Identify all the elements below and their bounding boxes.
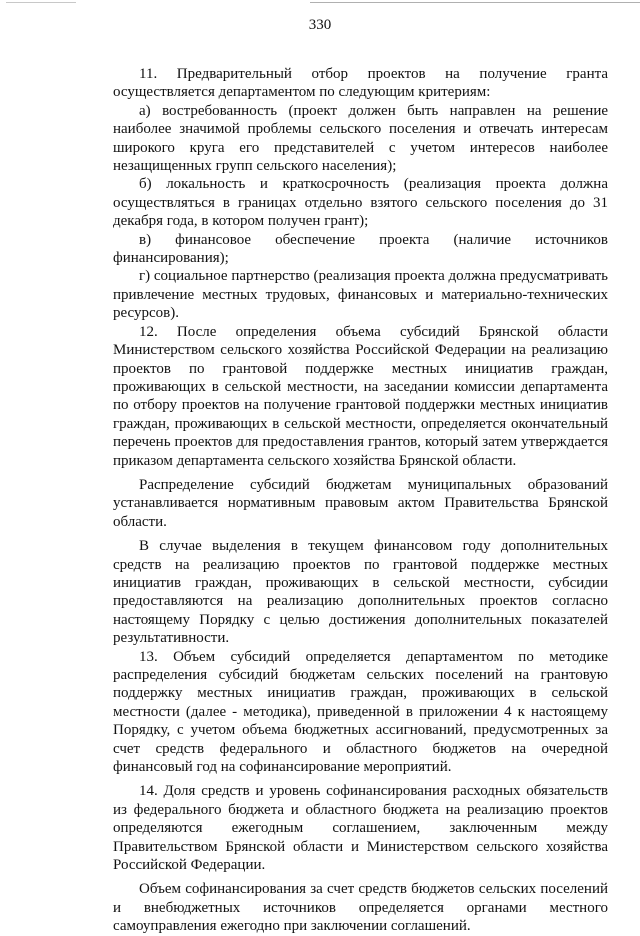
criterion-g: г) социальное партнерство (реализация проекта должна предусматривать привлечение местных трудовых, финансовых и материально-технических ресурсов). [113, 268, 609, 322]
criterion-v: в) финансовое обеспечение проекта (наличие источников финансирования); [113, 231, 608, 267]
paragraph-12: 12. После определения объема субсидий Брянской области Министерством сельского хозяйства Российской Федерации на реализацию проектов по грантовой поддержке местных инициатив граждан, проживающих в сельской местности, на заседании комиссии департамента по отбору проектов на получение грантовой поддержки местных инициатив граждан, проживающих в сельской местности, определяется окончательный перечень проектов для предоставления грантов, который затем утверждается приказом департамента сельского хозяйства Брянской области. [113, 323, 608, 469]
paragraph-14: 14. Доля средств и уровень софинансирования расходных обязательств из федерального бюджета и областного бюджета на реализацию проектов определяются ежегодным соглашением, заключенным между Правительством Брянской области и Министерством сельского хозяйства Российской Федерации. [113, 783, 608, 874]
page-number: 330 [308, 17, 332, 33]
document-body [113, 65, 608, 936]
paragraph-11: 11. Предварительный отбор проектов на получение гранта осуществляется департаментом по следующим критериям: [113, 66, 608, 101]
paragraph-distribution: Распределение субсидий бюджетам муниципальных образований устанавливается нормативным правовым актом Правительства Брянской области. [113, 476, 608, 530]
paragraph-13: 13. Объем субсидий определяется департаментом по методике распределения субсидий бюджетам сельских поселений на грантовую поддержку местных инициатив граждан, проживающих в сельской местности (далее - методика), приведенной в приложении 4 к настоящему Порядку, с учетом объема бюджетных ассигнований, предусмотренных за счет средств федерального и областного бюджетов на очередной финансовый год на софинансирование мероприятий. [113, 648, 608, 776]
criterion-a: а) востребованность (проект должен быть направлен на решение наиболее значимой проблемы сельского поселения и отвечать интересам широкого круга его представителей с учетом интересов наиболее незащищенных групп сельского населения); [113, 102, 608, 175]
scan-mark [6, 2, 76, 3]
criterion-b: б) локальность и краткосрочность (реализация проекта должна осуществляться в границах отдельно взятого сельского поселения до 31 декабря года, в котором получен грант); [113, 176, 608, 230]
paragraph-additional-funds: В случае выделения в текущем финансовом году дополнительных средств на реализацию проектов по грантовой поддержке местных инициатив граждан, проживающих в сельской местности, субсидии предоставляются на реализацию дополнительных проектов согласно настоящему Порядку с целью достижения дополнительных показателей результативности. [113, 538, 608, 647]
paragraph-cofinancing: Объем софинансирования за счет средств бюджетов сельских поселений и внебюджетных источников определяется органами местного самоуправления ежегодно при заключении соглашений. [113, 881, 608, 935]
top-rule [310, 2, 640, 3]
